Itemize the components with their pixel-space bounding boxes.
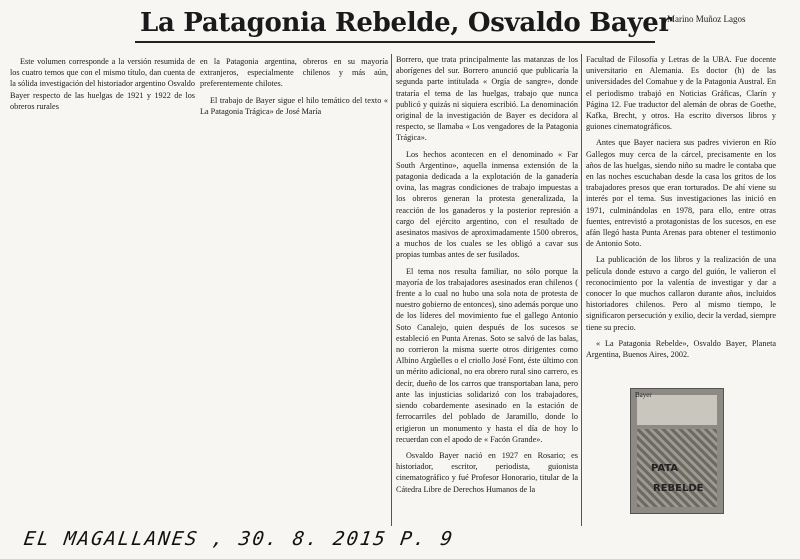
- paragraph: « La Patagonia Rebelde», Osvaldo Bayer, Planeta Argentina, Buenos Aires, 2002.: [586, 338, 776, 360]
- author-byline: Marino Muñoz Lagos: [667, 14, 746, 24]
- title-underline: [135, 41, 655, 43]
- paragraph: El tema nos resulta familiar, no sólo porque la mayoría de los trabajadores asesinados eran chilenos ( frente a lo cual no hubo una sola nota de protesta de nuestro gobierno de entonces), sino además porque uno de los líderes del movimiento fue el gallego Antonio Soto Canalejo, quien después de los sucesos se estableció en Punta Arenas. Soto se salvó de las balas, no corrieron la misma suerte otros dirigentes como Albino Argüelles o el criollo José Font, éste último con un mérito adicional, no era obrero rural sino carrero, es decir, dueño de los carros que transportaban lana, pero ante las injusticias solidarizó con los trabajadores, siendo cobardemente asesinado en la estación de ferrocarriles del poblado de Jaramillo, donde lo erigieron un monumento y hasta el día de hoy lo recuerdan con el apodo de « Facón Grande».: [396, 266, 578, 444]
- cover-title-word: PATA: [651, 463, 679, 474]
- cover-title-word: REBELDE: [653, 483, 704, 494]
- column-3: [396, 54, 578, 524]
- paragraph: Antes que Bayer naciera sus padres vivieron en Río Gallegos muy cerca de la cárcel, precisamente en los años de las huelgas, siendo niño su madre le contaba que en las noches escuchaban desde la casa los gritos de los trabajadores presos que eran torturados. De ahí viene su interés por el tema. Sus investigaciones las inició en 1971, culminándolas en 1978, para ello, entre otras fuentes, entrevistó a protagonistas de los sucesos, en ese afán llegó hasta Punta Arenas para obtener el testimonio de Antonio Soto.: [586, 138, 776, 249]
- paragraph: Este volumen corresponde a la versión resumida de los cuatro temos que con el mismo título, dan cuenta de la sólida investigación del historiador argentino Osvaldo Bayer respecto de las huelgas de 1921 y 1922 de los obreros rurales: [10, 57, 195, 111]
- paragraph: El trabajo de Bayer sigue el hilo temático del texto « La Patagonia Trágica» de José María: [200, 95, 388, 116]
- column-divider: [581, 54, 582, 526]
- cover-author: Bayer: [635, 391, 652, 399]
- article-title: La Patagonia Rebelde, Osvaldo Bayer: [140, 8, 672, 38]
- paragraph: La publicación de los libros y la realización de una película donde estuvo a cargo del guión, le valieron el reconocimiento por la valentía de investigar y dar a conocer lo que muchos callaron durante años, incluidos historiadores chilenos. Pero al mismo tiempo, le significaron persecución y exilio, decir la verdad, siempre tiene su precio.: [586, 255, 776, 332]
- book-cover-image: [630, 388, 724, 514]
- paragraph: Los hechos acontecen en el denominado « Far South Argentino», aquella inmensa extensión de la patagonia dedicada a la explotación de la ganadería ovina, las magras condiciones de trabajo impuestas a los obreros generan la protesta generalizada, la reacción de los ganaderos y la posterior represión a cargo del ejército argentino, con el resultado de asesinatos masivos de aproximadamente 1500 obreros, a muchos de los cuales se les obligó a cavar sus propias tumbas antes de ser fusilados.: [396, 149, 578, 260]
- paragraph: Borrero, que trata principalmente las matanzas de los aborígenes del sur. Borrero anunció que publicaría la segunda parte intitulada « Orgía de sangre», donde trataría el tema de las huelgas, trabajo que nunca publicó y quizás ni siquiera escribió. La denominación original de la investigación de Bayer es decidora al respecto, se llamaba « Los vengadores de la Patagonia Trágica».: [396, 55, 578, 143]
- paragraph: Osvaldo Bayer nació en 1927 en Rosario; es historiador, escritor, periodista, guionista cinematográfico y fué Profesor Honorario, titular de la Cátedra Libre de Derechos Humanos de la: [396, 450, 578, 494]
- handwritten-source-note: EL MAGALLANES , 30. 8. 2015 P. 9: [22, 528, 456, 550]
- paragraph: Facultad de Filosofía y Letras de la UBA. Fue docente universitario en Alemania. Es doctor (h) de las universidades del Comahue y de la Patagonia Austral. En el periodismo trabajó en Noticias Gráficas, Clarín y Página 12. Fue traductor del alemán de obras de Goethe, Kafka, Brecht, y otros. Ha escrito diversos libros y guiones cinematográficos.: [586, 55, 776, 132]
- paragraph: en la Patagonia argentina, obreros en su mayoría extranjeros, especialmente chilenos y más aún, preferentemente chilotes.: [200, 57, 388, 89]
- column-2: [200, 56, 388, 126]
- column-4: [586, 54, 776, 384]
- column-divider: [391, 54, 392, 526]
- column-1: [10, 56, 195, 126]
- cover-band: [637, 395, 717, 425]
